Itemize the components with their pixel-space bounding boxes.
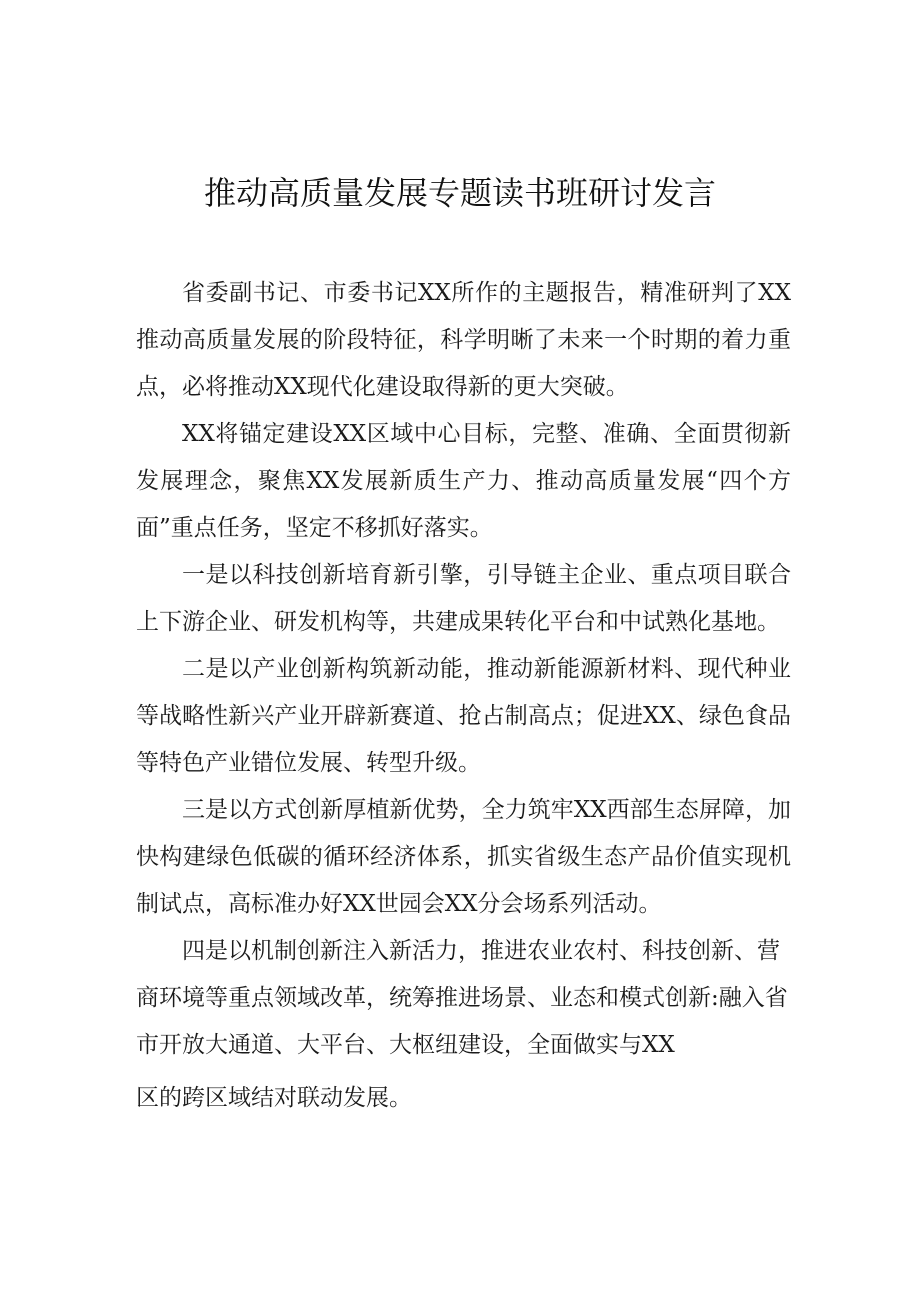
paragraph-2: XX将锚定建设XX区域中心目标，完整、准确、全面贯彻新发展理念，聚焦XX发展新质生产力、推动高质量发展“四个方面”重点任务，坚定不移抓好落实。 xyxy=(136,421,791,541)
paragraph-5: 三是以方式创新厚植新优势，全力筑牢XX西部生态屏障，加快构建绿色低碳的循环经济体系，抓实省级生态产品价值实现机制试点，高标准办好XX世园会XX分会场系列活动。 xyxy=(136,797,791,917)
paragraph-3: 一是以科技创新培育新引擎，引导链主企业、重点项目联合上下游企业、研发机构等，共建成果转化平台和中试熟化基地。 xyxy=(136,562,791,635)
document-body xyxy=(136,270,791,1122)
paragraph-6: 四是以机制创新注入新活力，推进农业农村、科技创新、营商环境等重点领域改革，统筹推进场景、业态和模式创新:融入省市开放大通道、大平台、大枢纽建设，全面做实与XX xyxy=(136,938,788,1058)
paragraph-4: 二是以产业创新构筑新动能，推动新能源新材料、现代种业等战略性新兴产业开辟新赛道、抢占制高点；促进XX、绿色食品等特色产业错位发展、转型升级。 xyxy=(136,656,791,776)
paragraph-1: 省委副书记、市委书记XX所作的主题报告，精准研判了XX推动高质量发展的阶段特征，科学明晰了未来一个时期的着力重点，必将推动XX现代化建设取得新的更大突破。 xyxy=(136,280,791,400)
paragraph-6-continuation: 区的跨区域结对联动发展。 xyxy=(136,1085,412,1111)
document-title: 推动高质量发展专题读书班研讨发言 xyxy=(203,174,716,212)
